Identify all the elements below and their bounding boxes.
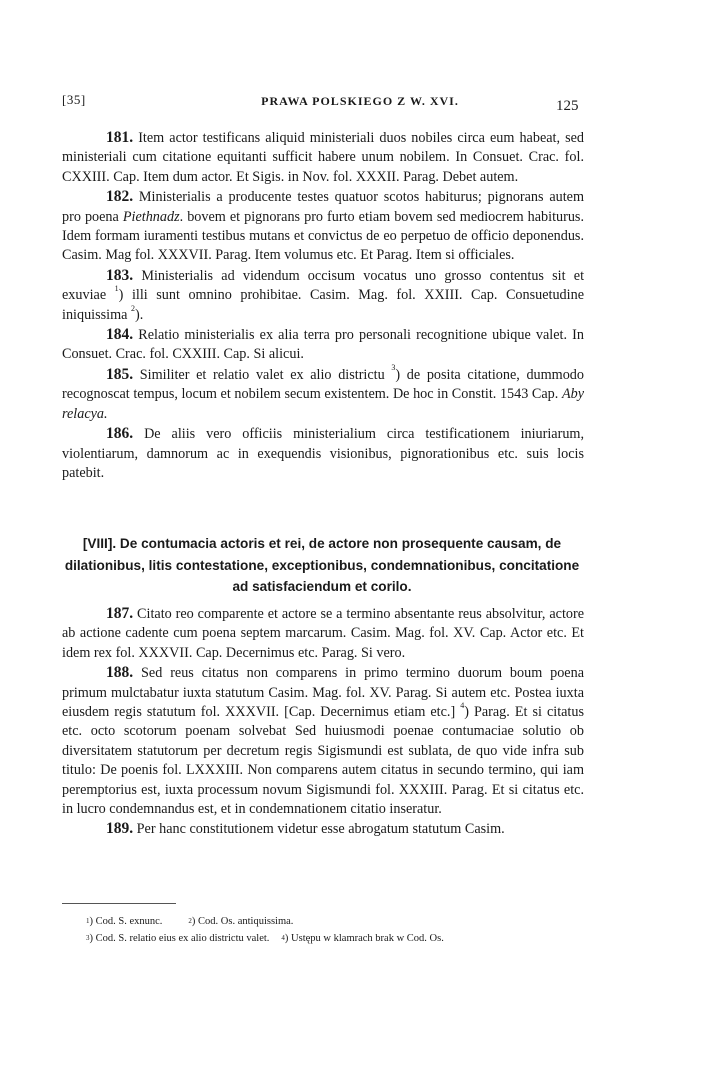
footnote-ref: 1	[114, 284, 119, 294]
paragraph-183	[62, 266, 584, 325]
footnote-text: ) Ustępu w klamrach brak w Cod. Os.	[284, 933, 444, 944]
section-heading: [VIII]. De contumacia actoris et rei, de actore non prosequente causam, de dilationibus, litis contestatione, exceptionibus, condemnationibus, concitatione ad satisfaciendum et corilo.	[64, 536, 580, 594]
paragraph-number: 186.	[106, 425, 134, 443]
body-text-upper	[62, 128, 584, 483]
paragraph-number: 183.	[106, 266, 134, 284]
italic-term: Aby relacya.	[62, 386, 584, 422]
footnote-ref: 4	[460, 701, 465, 711]
paragraph-text: Per hanc constitutionem videtur esse abrogatum statutum Casim.	[136, 821, 505, 838]
footnote-rule	[62, 903, 176, 904]
paragraph-text: Item actor testificans aliquid ministeriali duos nobiles circa eum habeat, sed ministeriali cum citatione equitanti sufficit habere unum nobilem. In Consuet. Crac. fol. CXXIII. Cap. Item dum actor. Et Sigis. in Nov. fol. XXXII. Parag. Debet autem.	[62, 130, 585, 185]
footnote-mark: 1	[86, 917, 90, 925]
paragraph-189	[62, 819, 584, 839]
footnote-row	[86, 913, 444, 930]
paragraph-text: Citato reo comparente et actore se a termino absentante reus absolvitur, actore ab actione cadente cum poena septem marcarum. Casim. Mag. fol. XV. Cap. Actor etc. Et idem rex fol. XXXVII. Cap. Decernimus etc. Parag. Si vero.	[62, 606, 585, 661]
paragraph-text: De aliis vero officiis ministerialium circa testificationem iniuriarum, violentiarum, damnorum ac in exequendis visionibus, pignorationibus etc. suis locis patebit.	[62, 426, 584, 481]
footnote-ref: 2	[130, 303, 135, 313]
footnote-text: ) Cod. Os. antiquissima.	[191, 916, 294, 927]
paragraph-185	[62, 362, 584, 424]
paragraph-text: Relatio ministerialis ex alia terra pro personali recognitione ubique valet. In Consuet. Crac. fol. CXXIII. Cap. Si alicui.	[62, 327, 584, 363]
footnote-mark: 3	[86, 934, 90, 942]
paragraph-181	[62, 128, 584, 187]
paragraph-number: 188.	[106, 664, 134, 682]
folio-number: [35]	[62, 92, 86, 107]
paragraph-number: 182.	[106, 188, 134, 206]
paragraph-number: 185.	[106, 365, 134, 383]
paragraph-186	[62, 424, 584, 483]
paragraph-text: Similiter et relatio valet ex alio districtu	[139, 366, 385, 383]
paragraph-text: Sed reus citatus non comparens in primo termino duorum boum poena primum mulctabatur iuxta statutum Casim. Mag. fol. XV. Parag. Si autem etc. Postea iuxta eiusdem regis statutum fol. XXXVII. [Cap. Decernimus etiam etc.]	[62, 665, 584, 721]
paragraph-188	[62, 663, 584, 819]
page-number: 125	[556, 98, 579, 114]
running-title: PRAWA POLSKIEGO Z W. XVI.	[261, 94, 459, 108]
paragraph-text: ) Parag. Et si citatus etc. octo scotorum poenam solvebat Sed huiusmodi poenae contumaciae solutio ob diversitatem statutorum per decretum regis Sigismundi est sublata, de quo vide infra sub titulo: De poenis fol. LXXXIII. Non comparens autem citatus in secundo termino, qui iam peremptorius est, iuxta processum novum Sigismundi fol. XXXIII. Parag. Et si citatus etc. in lucro condemnandus est, et in condemnationem citatio inseratur.	[62, 704, 584, 818]
paragraph-text: Ministerialis ad videndum occisum vocatus uno grosso contentus sit et exuviae	[62, 267, 585, 304]
footnote-text: ) Cod. S. relatio eius ex alio districtu valet.	[89, 933, 270, 944]
paragraph-187	[62, 604, 584, 663]
paragraph-text: ) de posita citatione, dummodo recognoscat tempus, locum et nobilem secum existentem. De hoc in Constit. 1543 Cap.	[62, 366, 584, 403]
footnote-row	[86, 930, 444, 947]
footnote-ref: 3	[391, 362, 396, 372]
paragraph-text: ).	[134, 306, 144, 323]
footnote-mark: 4	[281, 934, 285, 942]
body-text-lower	[62, 604, 584, 840]
footnote-mark: 2	[188, 917, 192, 925]
paragraph-number: 181.	[106, 129, 134, 146]
paragraph-number: 189.	[106, 820, 134, 838]
footnote-text: ) Cod. S. exnunc.	[89, 916, 163, 927]
paragraph-text: . bovem et pignorans pro furto etiam bovem sed mediocrem habiturus. Idem formam iuramenti testibus mutans et convictus de eo perpetuo de officio deponendus. Casim. Mag fol. XXXVII. Parag. Item volumus etc. Et Parag. Item si officiales.	[62, 208, 584, 264]
italic-term: Piethnadz	[122, 208, 180, 225]
footnotes	[86, 913, 444, 947]
paragraph-182	[62, 187, 584, 266]
paragraph-text: Ministerialis a producente testes quatuor scotos habiturus; pignorans autem pro poena	[62, 189, 585, 225]
paragraph-number: 184.	[106, 326, 134, 344]
paragraph-184	[62, 325, 584, 365]
paragraph-text: ) illi sunt omnino prohibitae. Casim. Mag. fol. XXIII. Cap. Consuetudine iniquissima	[62, 287, 584, 323]
paragraph-number: 187.	[106, 605, 134, 622]
